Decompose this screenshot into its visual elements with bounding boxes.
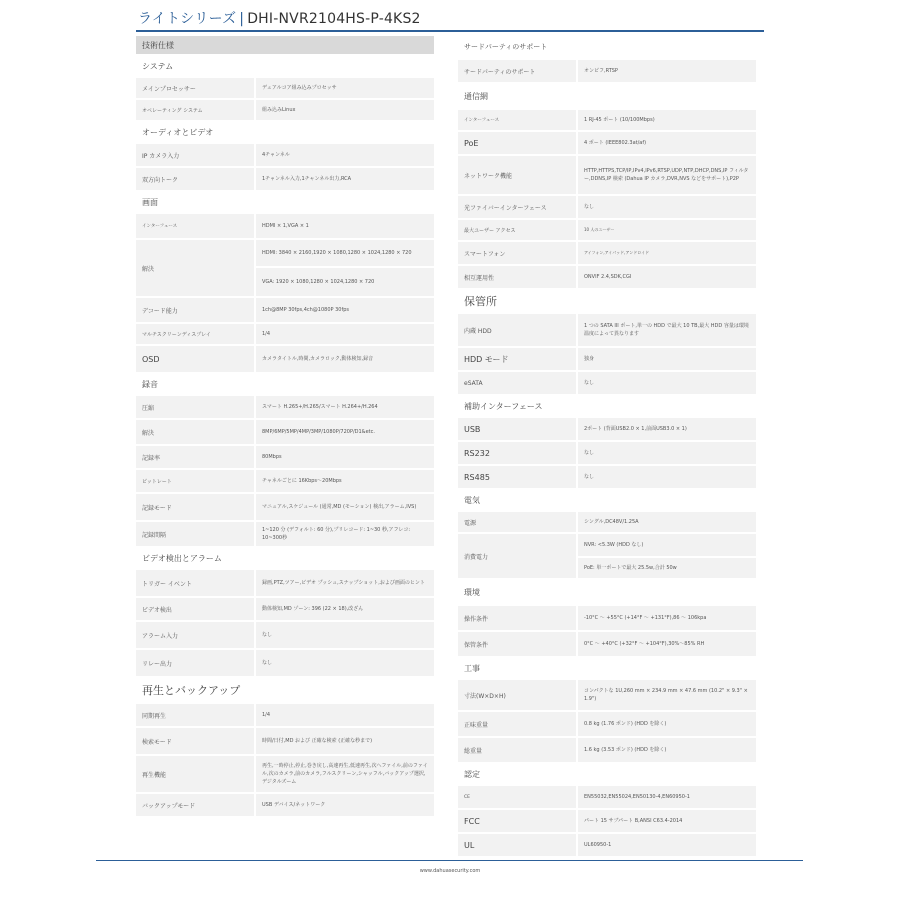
section-display: 画面 xyxy=(142,197,158,207)
spec-row xyxy=(136,240,434,296)
spec-row xyxy=(458,418,756,440)
spec-label: メインプロセッサー xyxy=(142,85,196,93)
spec-row xyxy=(136,168,434,190)
spec-row xyxy=(136,794,434,816)
spec-title-bar: 技術仕様 xyxy=(136,36,434,54)
spec-row xyxy=(458,442,756,464)
spec-value: シングル,DC48V/1.25A xyxy=(576,512,756,532)
spec-value: なし xyxy=(576,196,756,218)
spec-value: パート 15 サブパート B,ANSI C63.4-2014 xyxy=(576,810,756,832)
spec-row xyxy=(458,632,756,656)
spec-value: 0.8 kg (1.76 ポンド) (HDD を除く) xyxy=(576,712,756,736)
spec-value: USB デバイス/ネットワーク xyxy=(254,794,434,816)
spec-row xyxy=(458,834,756,856)
section-network: 通信網 xyxy=(464,91,488,101)
spec-label: インターフェース xyxy=(464,118,500,123)
spec-label: IP カメラ入力 xyxy=(142,152,180,160)
spec-row xyxy=(458,786,756,808)
spec-label: 記録率 xyxy=(142,454,161,462)
left-spec-column xyxy=(136,36,434,818)
footer-url[interactable]: www.dahuasecurity.com xyxy=(419,868,481,874)
spec-label: PoE xyxy=(464,138,479,148)
spec-value: マニュアル,スケジュール (通常,MD (モーション) 検出,アラーム,IVS) xyxy=(254,494,434,520)
right-spec-column xyxy=(458,36,756,858)
spec-label: 同期再生 xyxy=(142,712,167,720)
spec-row xyxy=(136,650,434,676)
spec-label: 内蔵 HDD xyxy=(464,327,492,335)
spec-row xyxy=(136,494,434,520)
spec-label: OSD xyxy=(142,354,160,364)
spec-label: 寸法(W×D×H) xyxy=(464,692,506,700)
spec-value: 1/4 xyxy=(254,324,434,344)
spec-row xyxy=(136,144,434,166)
spec-row xyxy=(136,324,434,344)
spec-row xyxy=(458,680,756,710)
spec-label: 解決 xyxy=(142,429,155,437)
spec-label: 圧縮 xyxy=(142,404,155,412)
spec-label: 操作条件 xyxy=(464,615,489,623)
spec-value: ONVIF 2.4,SDK,CGI xyxy=(576,266,756,288)
section-environment: 環境 xyxy=(464,587,480,597)
section-aux-interface: 補助インターフェース xyxy=(464,401,543,411)
spec-label: 解決 xyxy=(136,240,254,296)
spec-row xyxy=(458,534,756,578)
spec-label: 記録間隔 xyxy=(142,531,167,539)
spec-value: なし xyxy=(254,650,434,676)
spec-value: オンビフ,RTSP xyxy=(576,60,756,82)
spec-label: バックアップモード xyxy=(142,802,196,810)
spec-value: 組み込みLinux xyxy=(254,100,434,120)
spec-row xyxy=(458,466,756,488)
model-number: DHI-NVR2104HS-P-4KS2 xyxy=(247,11,421,27)
spec-row xyxy=(458,810,756,832)
section-video-detection-alarm: ビデオ検出とアラーム xyxy=(142,553,222,563)
spec-value: 4チャンネル xyxy=(254,144,434,166)
spec-label: ビットレート xyxy=(142,478,172,485)
spec-row xyxy=(458,314,756,346)
spec-value: 録画,PTZ,ツアー,ビデオ プッシュ,スナップショット,および画面のヒント xyxy=(254,570,434,596)
spec-value: 1 RJ-45 ポート (10/100Mbps) xyxy=(576,110,756,130)
spec-label: デコード能力 xyxy=(142,307,178,315)
spec-value: 10 人のユーザー xyxy=(576,220,756,240)
spec-label: リレー出力 xyxy=(142,660,173,668)
spec-label: 双方向トーク xyxy=(142,176,179,184)
spec-row xyxy=(458,156,756,194)
spec-value: 独身 xyxy=(576,348,756,370)
spec-row xyxy=(136,298,434,322)
spec-value: スマート H.265+/H.265/スマート H.264+/H.264 xyxy=(254,396,434,418)
header-rule xyxy=(136,30,764,32)
spec-value: VGA: 1920 × 1080,1280 × 1024,1280 × 720 xyxy=(254,266,434,296)
section-storage: 保管所 xyxy=(464,295,497,308)
spec-value: コンパクトな 1U,260 mm × 234.9 mm × 47.6 mm (10.2" × 9.3" × 1.9") xyxy=(576,680,756,710)
spec-label: eSATA xyxy=(464,379,483,387)
spec-row xyxy=(136,622,434,648)
spec-value: 2ポート (背面USB2.0 × 1,前面USB3.0 × 1) xyxy=(576,418,756,440)
spec-value: UL60950-1 xyxy=(576,834,756,856)
spec-row xyxy=(458,220,756,240)
spec-value: HDMI × 1,VGA × 1 xyxy=(254,214,434,238)
spec-label: 正味重量 xyxy=(464,721,489,729)
spec-label: RS485 xyxy=(464,472,490,482)
spec-row xyxy=(136,756,434,792)
header-separator: | xyxy=(239,11,245,27)
section-electrical: 電気 xyxy=(464,495,480,505)
spec-row xyxy=(136,420,434,444)
spec-value: 1ch@8MP 30fps,4ch@1080P 30fps xyxy=(254,298,434,322)
spec-value: チャネルごとに 16Kbps～20Mbps xyxy=(254,470,434,492)
section-audio-video: オーディオとビデオ xyxy=(142,127,214,137)
spec-row xyxy=(136,78,434,98)
spec-value: なし xyxy=(576,372,756,394)
spec-row xyxy=(458,60,756,82)
spec-value: 時間/日付,MD および 正確な検索 (正確な秒まで) xyxy=(254,728,434,754)
spec-row xyxy=(136,470,434,492)
footer-rule xyxy=(96,860,803,861)
spec-value: デュアルコア組み込みプロセッサ xyxy=(254,78,434,98)
section-recording: 録音 xyxy=(142,379,158,389)
spec-label: UL xyxy=(464,840,475,850)
spec-value: 1~120 分 (デフォルト: 60 分),プリレコード: 1~30 秒,アフレコ: 10~300秒 xyxy=(254,522,434,546)
spec-row xyxy=(458,196,756,218)
spec-label: オペレーティング システム xyxy=(142,107,203,114)
spec-label: トリガー イベント xyxy=(142,580,192,588)
spec-label: ネットワーク機能 xyxy=(464,172,513,180)
spec-row xyxy=(458,372,756,394)
spec-row xyxy=(136,214,434,238)
spec-value: PoE: 単一ポートで最大 25.5w,合計 50w xyxy=(576,556,756,578)
spec-row xyxy=(136,728,434,754)
spec-label: 保管条件 xyxy=(464,641,489,649)
document-header xyxy=(138,8,421,28)
spec-value: なし xyxy=(254,622,434,648)
spec-label: CE xyxy=(464,794,470,800)
spec-label: 再生機能 xyxy=(142,771,167,779)
spec-row xyxy=(458,738,756,762)
spec-row xyxy=(458,512,756,532)
spec-value: EN55032,EN55024,EN50130-4,EN60950-1 xyxy=(576,786,756,808)
spec-row xyxy=(136,100,434,120)
spec-value: アイフォン,アイパッド,アンドロイド xyxy=(576,242,756,264)
spec-row xyxy=(136,570,434,596)
spec-value: なし xyxy=(576,442,756,464)
spec-value: 動体検知,MD ゾーン: 396 (22 × 18),改ざん xyxy=(254,598,434,620)
spec-value: 1/4 xyxy=(254,704,434,726)
spec-value: 再生,一時停止,停止,巻き戻し,高速再生,低速再生,次へファイル,前のファイル,次のカメラ,前のカメラ,フルスクリーン,シャッフル,バックアップ選択,デジタルズーム xyxy=(254,756,434,792)
spec-row xyxy=(458,712,756,736)
section-construction: 工事 xyxy=(464,663,480,673)
spec-value: カメラタイトル,時間,カメラロック,動体検知,録音 xyxy=(254,346,434,372)
spec-value: 8MP/6MP/5MP/4MP/3MP/1080P/720P/D1&etc. xyxy=(254,420,434,444)
spec-label: 消費電力 xyxy=(458,534,576,578)
spec-label: 総重量 xyxy=(464,747,483,755)
spec-label: USB xyxy=(464,424,481,434)
spec-row xyxy=(136,598,434,620)
section-third-party: サードパーティのサポート xyxy=(464,43,548,51)
spec-row xyxy=(136,396,434,418)
spec-row xyxy=(136,446,434,468)
spec-label: スマートフォン xyxy=(464,250,506,258)
spec-label: サードパーティのサポート xyxy=(464,68,536,76)
spec-label: RS232 xyxy=(464,448,490,458)
spec-label: HDD モード xyxy=(464,354,509,364)
spec-row xyxy=(458,110,756,130)
spec-row xyxy=(458,242,756,264)
spec-label: マルチスクリーンディスプレイ xyxy=(142,331,211,338)
section-system: システム xyxy=(142,61,174,71)
spec-row xyxy=(136,704,434,726)
spec-label: 検索モード xyxy=(142,738,172,746)
spec-label: インターフェース xyxy=(142,224,178,229)
spec-label: アラーム入力 xyxy=(142,632,179,640)
spec-label: 相互運用性 xyxy=(464,274,495,282)
spec-value: なし xyxy=(576,466,756,488)
spec-value: HTTP,HTTPS,TCP/IP,IPv4,IPv6,RTSP,UDP,NTP,DHCP,DNS,IP フィルター,DDNS,IP 検索 (Dahua IP カメラ,DVR,NVS などをサポート),P2P xyxy=(576,156,756,194)
spec-label: 電源 xyxy=(464,519,477,527)
spec-label: 最大ユーザー アクセス xyxy=(464,227,516,234)
spec-row xyxy=(458,348,756,370)
spec-row xyxy=(458,132,756,154)
spec-row xyxy=(136,522,434,546)
section-playback-backup: 再生とバックアップ xyxy=(142,684,241,697)
spec-value: 4 ポート (IEEE802.3at/af) xyxy=(576,132,756,154)
spec-value: HDMI: 3840 × 2160,1920 × 1080,1280 × 1024,1280 × 720 xyxy=(254,240,434,266)
section-certification: 認定 xyxy=(464,769,480,779)
spec-row xyxy=(458,606,756,630)
spec-value: NVR: <5.3W (HDD なし) xyxy=(576,534,756,556)
spec-label: FCC xyxy=(464,816,480,826)
spec-value: 0°C ～ +40°C (+32°F ～ +104°F),30%～85% RH xyxy=(576,632,756,656)
spec-label: 記録モード xyxy=(142,504,172,512)
spec-value: 1チャンネル入力,1チャンネル出力,RCA xyxy=(254,168,434,190)
spec-value: -10°C ～ +55°C (+14°F ～ +131°F),86 ～ 106kpa xyxy=(576,606,756,630)
spec-row xyxy=(458,266,756,288)
spec-value: 1.6 kg (3.53 ポンド) (HDD を除く) xyxy=(576,738,756,762)
spec-value: 1 つの SATA III ポート,単一の HDD で最大 10 TB,最大 HDD 容量は環境温度によって異なります xyxy=(576,314,756,346)
spec-label: ビデオ検出 xyxy=(142,606,172,614)
spec-value: 80Mbps xyxy=(254,446,434,468)
spec-row xyxy=(136,346,434,372)
series-name: ライトシリーズ xyxy=(138,11,237,27)
spec-label: 光ファイバーインターフェース xyxy=(464,204,547,212)
